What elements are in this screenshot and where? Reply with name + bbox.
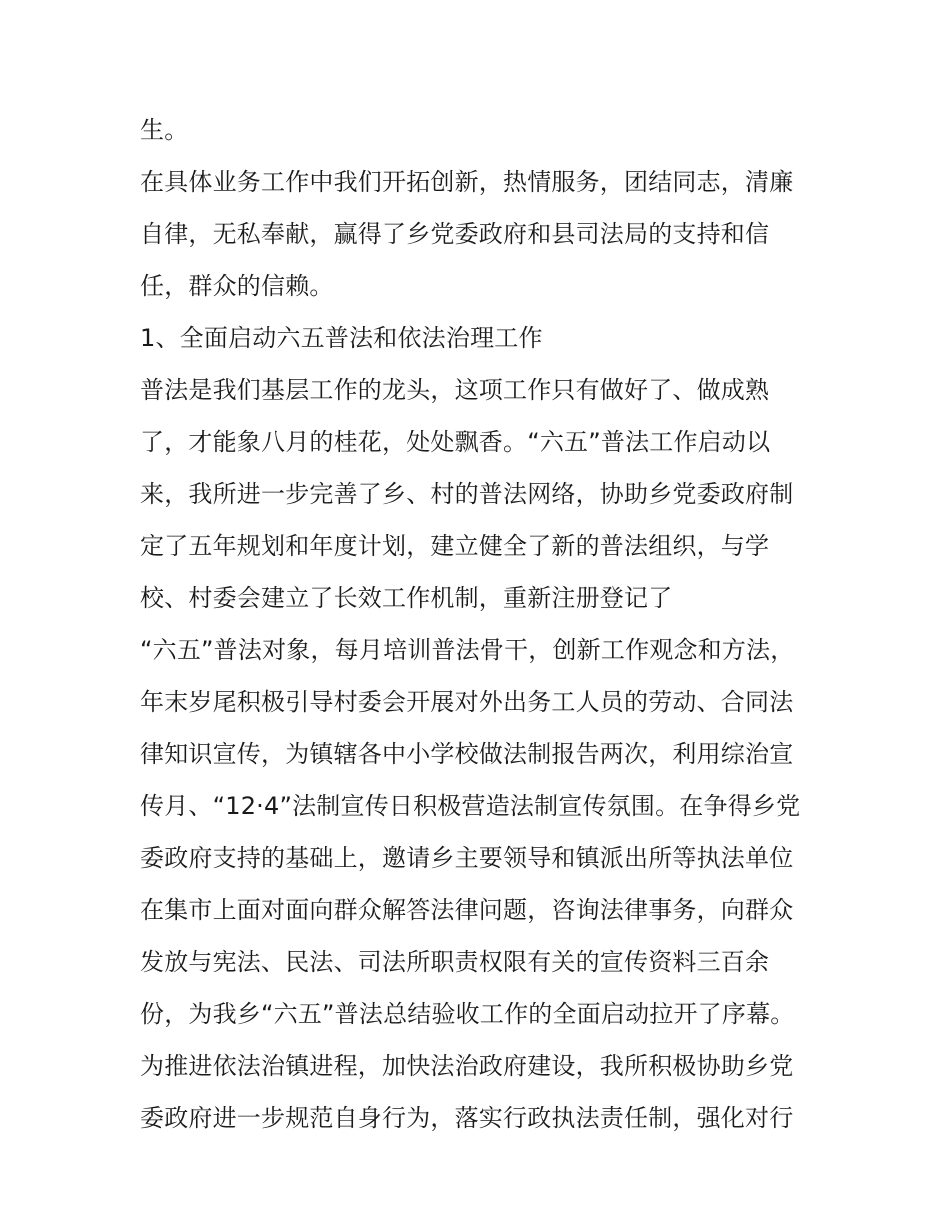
text-line: 传月、“12·4”法制宣传日积极营造法制宣传氛围。在争得乡党 <box>140 792 801 820</box>
text-line: 委政府支持的基础上，邀请乡主要领导和镇派出所等执法单位 <box>140 844 794 872</box>
text-line: 任，群众的信赖。 <box>140 272 334 300</box>
text-line: 年末岁尾积极引导村委会开展对外出务工人员的劳动、合同法 <box>140 688 794 716</box>
text-line: 发放与宪法、民法、司法所职责权限有关的宣传资料三百余 <box>140 948 770 976</box>
text-line: 份，为我乡“六五”普法总结验收工作的全面启动拉开了序幕。 <box>140 1000 795 1028</box>
text-line: 在具体业务工作中我们开拓创新，热情服务，团结同志，清廉 <box>140 168 794 196</box>
text-line: 了，才能象八月的桂花，处处飘香。“六五”普法工作启动以 <box>140 428 771 456</box>
text-line: 生。 <box>140 116 189 144</box>
text-line: 委政府进一步规范自身行为，落实行政执法责任制，强化对行 <box>140 1104 794 1132</box>
text-line: 在集市上面对面向群众解答法律问题，咨询法律事务，向群众 <box>140 896 794 924</box>
document-body <box>140 104 820 1144</box>
section-heading: 1、全面启动六五普法和依法治理工作 <box>140 324 543 352</box>
text-line: 来，我所进一步完善了乡、村的普法网络，协助乡党委政府制 <box>140 480 794 508</box>
text-line: 自律，无私奉献，赢得了乡党委政府和县司法局的支持和信 <box>140 220 770 248</box>
text-line: 为推进依法治镇进程，加快法治政府建设，我所积极协助乡党 <box>140 1052 794 1080</box>
text-line: 定了五年规划和年度计划，建立健全了新的普法组织，与学 <box>140 532 770 560</box>
text-line: “六五”普法对象，每月培训普法骨干，创新工作观念和方法， <box>140 636 795 664</box>
text-line: 校、村委会建立了长效工作机制，重新注册登记了 <box>140 584 673 612</box>
text-line: 律知识宣传，为镇辖各中小学校做法制报告两次，利用综治宣 <box>140 740 794 768</box>
text-line: 普法是我们基层工作的龙头，这项工作只有做好了、做成熟 <box>140 376 770 404</box>
